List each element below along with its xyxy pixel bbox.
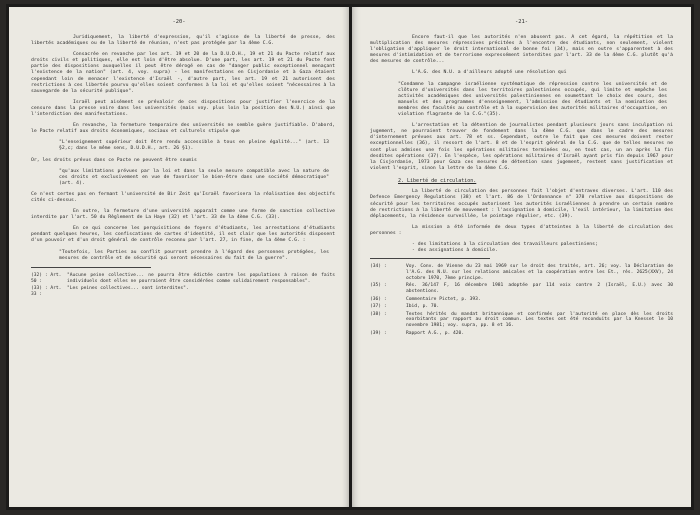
paragraph: Ce n'est certes pas en fermant l'université de Bir Zeit qu'Israël favorisera la réalisation des objectifs cités ci-dessus. (31, 191, 335, 203)
paragraph: Encore faut-il que les autorités n'en abusent pas. A cet égard, la répétition et la multiplication des mesures répressives précitées à l'encontre des étudiants, non seulement, violent l'obligation d'appliquer le droit international de bonne foi (34), mais en outre s'apparentent à des mesures d'intimidation et de terrorisme expressément interdites par l'art. 33 de la 4ème C.G. plutôt qu'à des mesures de contrôle... (370, 35, 673, 65)
left-page (9, 7, 349, 507)
footnote-text: Voy. Conv. de Vienne du 23 mai 1969 sur le droit des traités, art. 26; voy. la Déclaration de l'A.G. des N.U. sur les relations amicales et la coopération entre les Et., rés. 2625(XXV), 24 octobre 1970, 7ème principe. (406, 264, 673, 282)
document-spread (6, 4, 694, 510)
quotation: "Condamne la campagne israélienne systématique de répression contre les universités et de clôture d'universités dans les territoires palestiniens occupés, qui limite et empêche les activités académiques des universités palestiniennes en soumettant le choix des cours, des manuels et des programmes d'enseignement, l'admission des étudiants et la nomination des membres des facultés au contrôle et à la supervision des autorités militaires d'occupation, en violation flagrante de la C.G."(35). (398, 81, 667, 118)
footnote-key: (39) : (370, 330, 387, 336)
footnote-key: (35) : (370, 283, 387, 289)
footnote (370, 304, 673, 310)
footnote-key: (38) : (370, 311, 387, 317)
footnote-text: "Aucune peine collective... ne pourra être édictée contre les populations à raison de faits individuels dont elles ne pourraient être considérées comme solidairement responsables". (67, 272, 335, 284)
footnote (370, 283, 673, 295)
section-heading: 2. Liberté de circulation. (398, 177, 477, 184)
footnote-divider (31, 267, 151, 268)
paragraph: La liberté de circulation des personnes fait l'objet d'entraves diverses. L'art. 110 des Defence Emergency Regulations (38) et l'art. 86 de l'Ordonnance n° 378 relative aux dispositions de sécurité pour les territoires occupés autorisent les autorités israéliennes à prendre un certain nombre de restrictions à la liberté de mouvement : l'assignation à domicile, l'exil intérieur, la limitation des déplacements, la résidence surveillée, le pointage régulier, etc. (39). (370, 189, 673, 219)
right-page (352, 7, 691, 507)
quotation: "qu'aux limitations prévues par la loi et dans la seule mesure compatible avec la nature de ces droits et exclusivement en vue de favoriser le bien-être dans une société démocratique" (art. 4). (59, 168, 329, 186)
paragraph: En outre, la fermeture d'une université apparaît comme une forme de sanction collective interdite par l'art. 50 du Règlement de La Haye (32) et l'art. 33 de la 4ème C.G. (33). (31, 209, 335, 221)
footnote-divider (370, 258, 490, 259)
list-item: - des assignations à domicile. (412, 248, 498, 254)
footnote-key: (34) : (370, 264, 387, 270)
quotation: "L'enseignement supérieur doit être rendu accessible à tous en pleine égalité..." (art. 13 §2,c; dans le même sens, D.U.D.H., art. 26 §1). (59, 140, 329, 152)
paragraph: En ce qui concerne les perquisitions de foyers d'étudiants, les arrestations d'étudiants pendant quelques heures, les confiscations de cartes d'identité, il est clair que les autorités disposent d'un pouvoir et d'un droit général de contrôle reconnu par l'art. 27, in fine, de la 4ème C.G. : (31, 226, 335, 244)
paragraph: L'A.G. des N.U. a d'ailleurs adopté une résolution qui (412, 70, 567, 76)
footnote (370, 331, 673, 337)
paragraph: Consacrée en revanche par les art. 19 et 20 de la D.U.D.H., 19 et 21 du Pacte relatif aux droits civils et politiques, elle est loin d'être absolue. D'une part, les art. 19 et 21 du Pacte font partie des dispositions auxquelles il peut être dérogé en cas de "danger public exceptionnel menaçant l'existence de la nation" (art. 4, voy. supra) - les manifestations en Cisjordanie et à Gaza étaient cependant loin de menacer l'existence d'Israël -, d'autre part, les art. 19 et 21 autorisent des restrictions à ces libertés pourvu qu'elles soient conformes à la loi et qu'elles soient "nécessaires à la sauvegarde de la sécurité publique". (31, 52, 335, 94)
paragraph: Israël peut aisément se prévaloir de ces dispositions pour justifier l'exercice de la censure dans la presse voire dans les universités (mais voy. plus loin la position des N.U.) ainsi que l'interdiction des manifestations. (31, 99, 335, 118)
footnote-key: (37) : (370, 304, 387, 310)
paragraph: En revanche, la fermeture temporaire des universités ne semble guère justifiable. D'abord, le Pacte relatif aux droits économiques, sociaux et culturels stipule que (31, 123, 335, 135)
paragraph: Juridiquement, la liberté d'expression, qu'il s'agisse de la liberté de presse, des libertés académiques ou de la liberté de réunion, n'est pas protégée par la 4ème C.G. (31, 35, 335, 47)
list-item: - des limitations à la circulation des travailleurs palestiniens; (412, 242, 598, 248)
footnote-key: (36) : (370, 296, 387, 302)
page-number: -21- (515, 19, 528, 25)
footnote-text: Textes hérités du mandat britannique et confirmés par l'autorité en place dès les droits exorbitants par rapport au droit commun. Les textes ont été reconduits par la Knesset le 10 novembre 1981; voy. supra, pp. 8 et 16. (406, 311, 673, 329)
footnote-text: Rés. 36/147 F, 16 décembre 1981 adoptée par 114 voix contre 2 (Israël, E.U.) avec 30 abstentions. (406, 283, 673, 295)
quotation: "Toutefois, les Parties au conflit pourront prendre à l'égard des personnes protégées, les mesures de contrôle et de sécurité qui seront nécessaires du fait de la guerre". (59, 249, 329, 261)
footnote-text: Ibid, p. 70. (406, 304, 440, 310)
footnote-text: "Les peines collectives... sont interdites". (67, 286, 189, 292)
footnote-text: Commentaire Pictet, p. 393. (406, 296, 481, 302)
footnote (31, 286, 335, 298)
footnote (370, 264, 673, 282)
footnote-key: (32) : Art. 50 : (31, 272, 62, 284)
paragraph: Or, les droits prévus dans ce Pacte ne peuvent être soumis (31, 157, 197, 163)
footnote (370, 297, 673, 303)
footnote-text: Rapport A.G., p. 420. (406, 330, 465, 336)
page-number: -20- (172, 19, 186, 25)
footnote (31, 273, 335, 285)
footnote (370, 312, 673, 330)
paragraph: L'arrestation et la détention de journalistes pendant plusieurs jours sans inculpation ni jugement, ne pourraient trouver de fondement dans la 4ème C.G. que dans le cadre des mesures d'internement prévues aux art. 78 et ss. Cependant, outre le fait que ces mesures doivent rester exceptionnelles (36), il ressort de l'art. 8 et de l'esprit général de la C.G. que de telles mesures ne sont plus admises une fois les opérations militaires terminées ou, en tout cas, un an après la fin desdites opérations (37). En l'espèce, les opérations militaires d'Israël ayant pris fin depuis 1967 pour la Cisjordanie, 1973 pour Gaza ces mesures de détention sans jugement, restent sans justification et violent l'esprit, sinon la lettre de la 4ème C.G. (370, 123, 673, 171)
footnote-key: (33) : Art. 33 : (31, 286, 62, 297)
paragraph: La mission a été informée de deux types d'atteintes à la liberté de circulation des personnes : (370, 224, 673, 236)
